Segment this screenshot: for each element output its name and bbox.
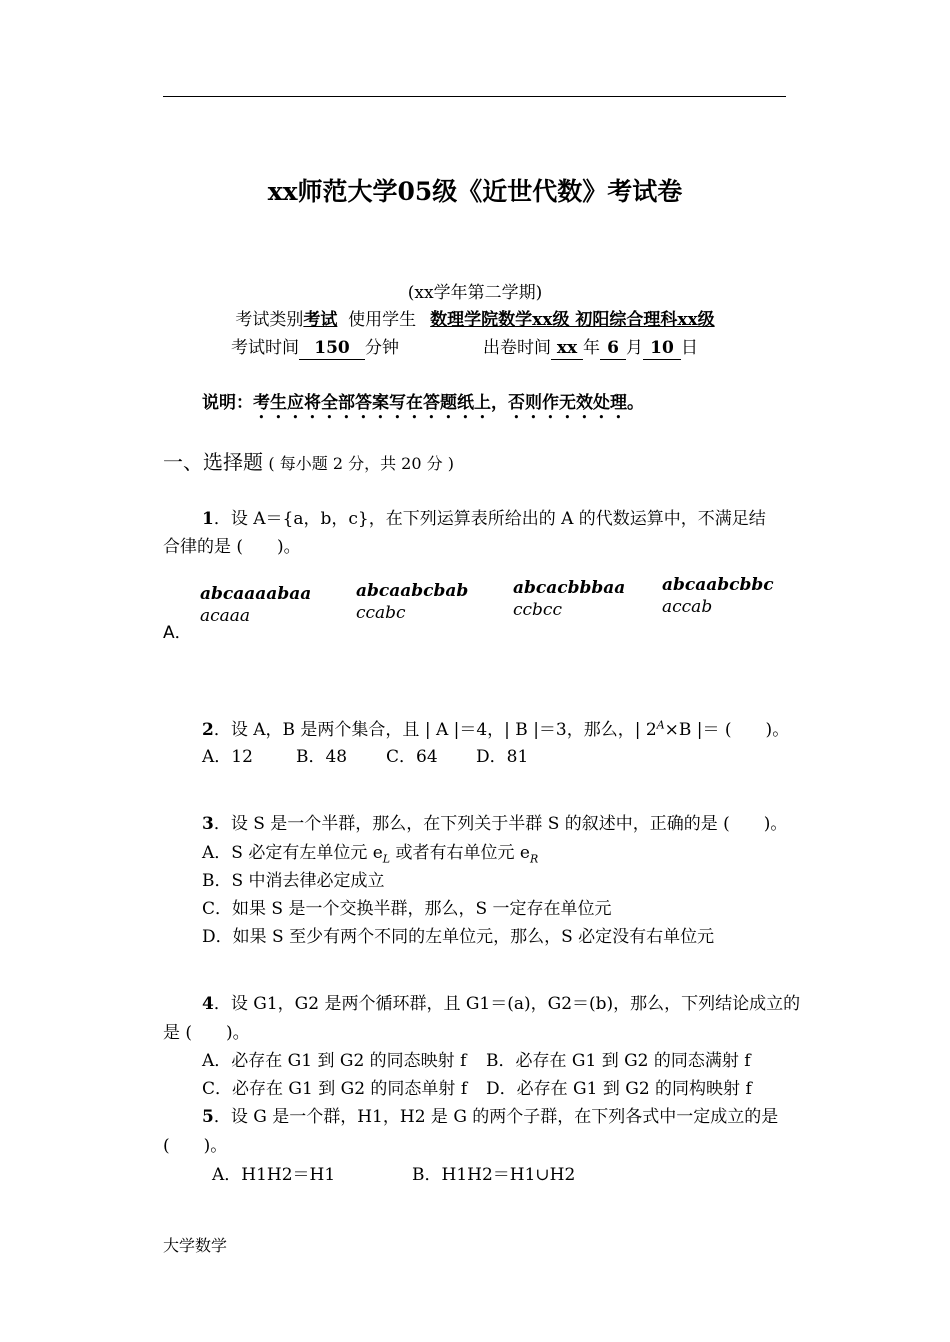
q1-table-a-row2: acaaa: [200, 606, 251, 626]
q1-table-d-row2: accab: [662, 597, 713, 617]
issue-month: 6: [600, 339, 626, 360]
q1-stem: ．设 A＝{a，b，c}，在下列运算表所给出的 A 的代数运算中，不满足结: [213, 509, 766, 529]
issue-year: xx: [551, 339, 583, 360]
q1-option-label: A．: [163, 623, 192, 643]
q4-option-d: D．必存在 G1 到 G2 的同构映射 f: [486, 1079, 752, 1099]
q2-stem-line: [202, 715, 789, 740]
q3-option-d: D．如果 S 至少有两个不同的左单位元，那么，S 必定没有右单位元: [202, 927, 715, 947]
q4-option-b: B．必存在 G1 到 G2 的同态满射 f: [486, 1051, 751, 1071]
q1-number: 1: [202, 509, 214, 529]
notice: [202, 388, 644, 423]
q1-table-d: [662, 574, 774, 618]
q1-table-a-row1: abcaaaabaa: [200, 584, 312, 604]
page-title: xx师范大学05级《近世代数》考试卷: [267, 177, 683, 206]
q5-option-a: A．H1H2＝H1: [212, 1165, 336, 1185]
q1-table-a: [200, 583, 311, 627]
q1-table-c-row2: ccbcc: [513, 600, 562, 620]
notice-label: 说明：: [202, 393, 253, 413]
q1-table-d-row1: abcaabcbbc: [662, 575, 774, 595]
section-note: ( 每小题 2 分，共 20 分 ): [268, 454, 454, 473]
q3-option-a-sub1: L: [382, 852, 391, 866]
q5-number: 5: [202, 1107, 214, 1127]
q2-superscript: A: [656, 718, 665, 732]
top-rule: [163, 96, 786, 97]
q2-option-d: D．81: [476, 747, 529, 767]
q4-option-c: C．必存在 G1 到 G2 的同态单射 f: [202, 1079, 468, 1099]
q3-number: 3: [202, 814, 214, 834]
exam-info-line: [0, 305, 950, 330]
section-title: 一、选择题: [163, 450, 263, 474]
duration-label: 考试时间: [231, 338, 299, 358]
issue-month-unit: 月: [626, 338, 643, 358]
q4-line2: 是 ( )。: [163, 1023, 250, 1043]
q2-option-a: A．12: [202, 747, 253, 767]
q3-option-a-text: A．S 必定有左单位元 e: [202, 843, 383, 863]
q5-line1: [202, 1102, 778, 1127]
q4-option-a: A．必存在 G1 到 G2 的同态映射 f: [202, 1051, 467, 1071]
q4-number: 4: [202, 994, 214, 1014]
q2-stem: ．设 A，B 是两个集合，且 | A |＝4，| B |＝3，那么，| 2: [213, 720, 657, 740]
section-heading: [163, 446, 454, 475]
exam-type-label: 考试类别: [235, 310, 304, 330]
issue-year-unit: 年: [583, 338, 600, 358]
q1-table-b: [356, 580, 468, 624]
q1-table-b-row2: ccabc: [356, 603, 406, 623]
q5-line2: ( )。: [163, 1136, 228, 1156]
q2-option-c: C．64: [386, 747, 438, 767]
students-value: 数理学院数学xx级 初阳综合理科xx级: [430, 310, 715, 330]
q3-option-c: C．如果 S 是一个交换半群，那么，S 一定存在单位元: [202, 899, 612, 919]
q3-option-a-sub2: R: [529, 852, 539, 866]
q1-table-c: [513, 577, 625, 621]
q1-line1: [202, 504, 766, 529]
time-line: [231, 333, 399, 360]
exam-type-value: 考试: [303, 310, 338, 330]
q2-number: 2: [202, 720, 214, 740]
q4-line1: [202, 989, 800, 1014]
footer-text: 大学数学: [163, 1236, 228, 1255]
q1-table-b-row1: abcaabcbab: [356, 581, 469, 601]
q1-line2: 合律的是 ( )。: [163, 537, 301, 557]
duration-unit: 分钟: [365, 338, 399, 358]
issue-day-unit: 日: [681, 338, 698, 358]
issue-line: [483, 333, 698, 360]
issue-day: 10: [643, 339, 681, 360]
q3-stem: ．设 S 是一个半群，那么，在下列关于半群 S 的叙述中，正确的是 ( )。: [213, 814, 788, 834]
q5-option-b: B．H1H2＝H1∪H2: [412, 1165, 576, 1185]
q3-option-a: [202, 838, 538, 865]
q2-stem-end: ×B |＝ ( )。: [664, 720, 790, 740]
students-label: 使用学生: [348, 310, 417, 330]
notice-text: 考生应将全部答案写在答题纸上，否则作无效处理。: [253, 393, 644, 413]
q3-stem-line: [202, 809, 787, 834]
issue-label: 出卷时间: [483, 338, 551, 358]
q3-option-a-mid: 或者有右单位元 e: [390, 843, 530, 863]
q2-option-b: B．48: [296, 747, 348, 767]
q3-option-b: B．S 中消去律必定成立: [202, 871, 385, 891]
q5-stem: ．设 G 是一个群，H1，H2 是 G 的两个子群，在下列各式中一定成立的是: [213, 1107, 779, 1127]
q1-table-c-row1: abcacbbbaa: [513, 578, 626, 598]
q2-options: [202, 742, 528, 767]
q4-stem: ．设 G1，G2 是两个循环群，且 G1＝(a)，G2＝(b)，那么，下列结论成立的: [213, 994, 801, 1014]
semester-line: (xx学年第二学期): [407, 283, 543, 303]
duration-value: 150: [299, 339, 365, 360]
